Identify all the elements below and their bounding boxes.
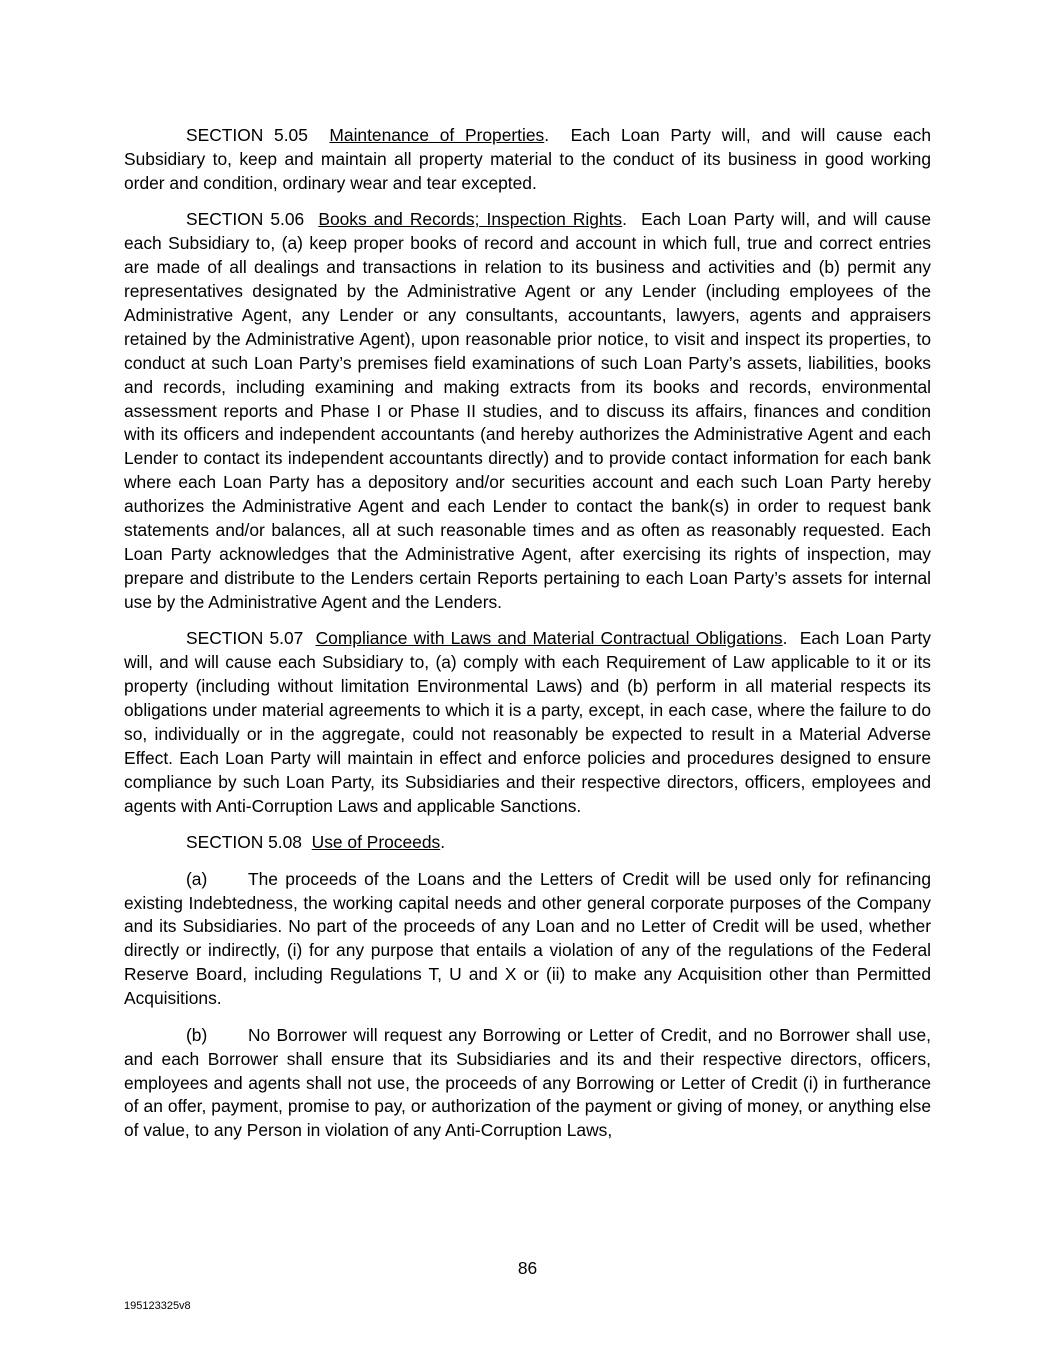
section-title: Books and Records; Inspection Rights <box>318 209 623 230</box>
clause-text: No Borrower will request any Borrowing or Letter of Credit, and no Borrower shall use, and each Borrower shall ensure that its Subsidiaries and its and their respective directors, officers, employees and agents shall not use, the proceeds of any Borrowing or Letter of Credit (i) in furtherance of an offer, payment, promise to pay, or authorization of the payment or giving of money, or anything else of value, to any Person in violation of any Anti-Corruption Laws, <box>124 1024 931 1141</box>
clause-label: (b) <box>186 1024 208 1045</box>
section-5-07: SECTION 5.07 Compliance with Laws and Material Contractual Obligations. Each Loan Party will, and will cause each Subsidiary to, (a) comply with each Requirement of Law applicable to it or its property (including without limitation Environmental Laws) and (b) perform in all material respects its obligations under material agreements to which it is a party, except, in each case, where the failure to do so, individually or in the aggregate, could not reasonably be expected to result in a Material Adverse Effect. Each Loan Party will maintain in effect and enforce policies and procedures designed to ensure compliance by such Loan Party, its Subsidiaries and their respective directors, officers, employees and agents with Anti-Corruption Laws and applicable Sanctions. <box>124 628 931 816</box>
section-number: SECTION 5.05 <box>186 125 308 145</box>
section-5-06: SECTION 5.06 Books and Records; Inspection Rights. Each Loan Party will, and will cause each Subsidiary to, (a) keep proper books of record and account in which full, true and correct entries are made of all dealings and transactions in relation to its business and activities and (b) permit any representatives designated by the Administrative Agent or any Lender (including employees of the Administrative Agent, any Lender or any consultants, accountants, lawyers, agents and appraisers retained by the Administrative Agent), upon reasonable prior notice, to visit and inspect its properties, to conduct at such Loan Party’s premises field examinations of such Loan Party’s assets, liabilities, books and records, including examining and making extracts from its books and records, environmental assessment reports and Phase I or Phase II studies, and to discuss its affairs, finances and condition with its officers and independent accountants (and hereby authorizes the Administrative Agent and each Lender to contact its independent accountants directly) and to provide contact information for each bank where each Loan Party has a depository and/or securities account and each such Loan Party hereby authorizes the Administrative Agent and each Lender to contact the bank(s) in order to request bank statements and/or balances, all at such reasonable times and as often as reasonably requested. Each Loan Party acknowledges that the Administrative Agent, after exercising its rights of inspection, may prepare and distribute to the Lenders certain Reports pertaining to each Loan Party’s assets for internal use by the Administrative Agent and the Lenders. <box>124 209 931 612</box>
document-body <box>124 124 931 1156</box>
section-title: Compliance with Laws and Material Contractual Obligations <box>315 628 783 649</box>
section-title: Maintenance of Properties <box>329 125 545 145</box>
section-number: SECTION 5.08 <box>186 832 302 853</box>
clause-label: (a) <box>186 868 208 889</box>
section-number: SECTION 5.07 <box>186 628 304 649</box>
clause-b <box>124 1024 931 1144</box>
section-body: Each Loan Party will, and will cause each Subsidiary to, (a) comply with each Requirement of Law applicable to it or its property (including without limitation Environmental Laws) and (b) perform in all material respects its obligations under material agreements to which it is a party, except, in each case, where the failure to do so, individually or in the aggregate, could not reasonably be expected to result in a Material Adverse Effect. Each Loan Party will maintain in effect and enforce policies and procedures designed to ensure compliance by such Loan Party, its Subsidiaries and their respective directors, officers, employees and agents with Anti-Corruption Laws and applicable Sanctions. <box>124 628 931 816</box>
section-title: Use of Proceeds <box>311 832 441 853</box>
clause-text: The proceeds of the Loans and the Letters of Credit will be used only for refinancing existing Indebtedness, the working capital needs and other general corporate purposes of the Company and its Subsidiaries. No part of the proceeds of any Loan and no Letter of Credit will be used, whether directly or indirectly, (i) for any purpose that entails a violation of any of the regulations of the Federal Reserve Board, including Regulations T, U and X or (ii) to make any Acquisition other than Permitted Acquisitions. <box>124 868 931 1009</box>
clause-a <box>124 868 931 1011</box>
page-number: 86 <box>517 1258 538 1278</box>
document-id: 195123325v8 <box>124 1300 191 1312</box>
section-5-08: SECTION 5.08 Use of Proceeds. <box>186 832 446 853</box>
section-number: SECTION 5.06 <box>186 209 305 230</box>
section-body: Each Loan Party will, and will cause each Subsidiary to, (a) keep proper books of record and account in which full, true and correct entries are made of all dealings and transactions in relation to its business and activities and (b) permit any representatives designated by the Administrative Agent or any Lender (including employees of the Administrative Agent, any Lender or any consultants, accountants, lawyers, agents and appraisers retained by the Administrative Agent), upon reasonable prior notice, to visit and inspect its properties, to conduct at such Loan Party’s premises field examinations of such Loan Party’s assets, liabilities, books and records, including examining and making extracts from its books and records, environmental assessment reports and Phase I or Phase II studies, and to discuss its affairs, finances and condition with its officers and independent accountants (and hereby authorizes the Administrative Agent and each Lender to contact its independent accountants directly) and to provide contact information for each bank where each Loan Party has a depository and/or securities account and each such Loan Party hereby authorizes the Administrative Agent and each Lender to contact the bank(s) in order to request bank statements and/or balances, all at such reasonable times and as often as reasonably requested. Each Loan Party acknowledges that the Administrative Agent, after exercising its rights of inspection, may prepare and distribute to the Lenders certain Reports pertaining to each Loan Party’s assets for internal use by the Administrative Agent and the Lenders. <box>124 209 931 612</box>
section-5-05: SECTION 5.05 Maintenance of Properties. Each Loan Party will, and will cause each Subsidiary to, keep and maintain all property material to the conduct of its business in good working order and condition, ordinary wear and tear excepted. <box>124 125 931 193</box>
section-body: Each Loan Party will, and will cause each Subsidiary to, keep and maintain all property material to the conduct of its business in good working order and condition, ordinary wear and tear excepted. <box>124 125 931 193</box>
